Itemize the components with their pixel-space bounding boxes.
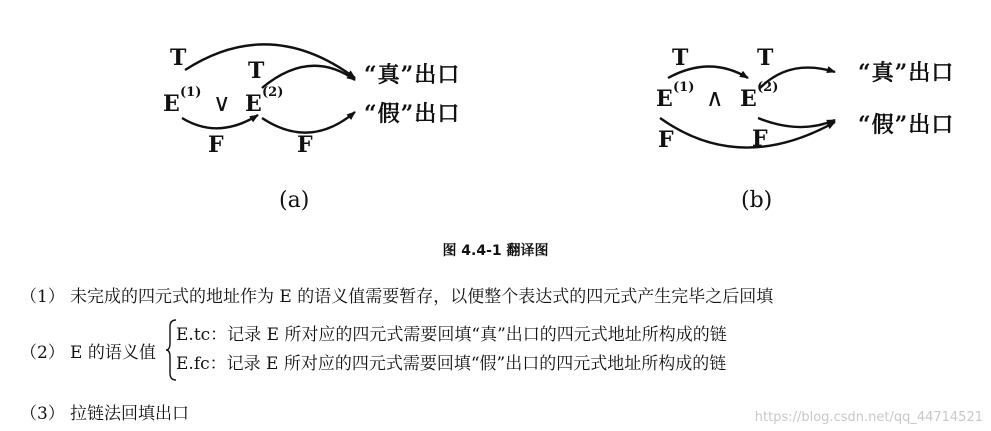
note-item-3-text: 拉链法回填出口	[70, 404, 189, 424]
diagram-b	[656, 45, 954, 213]
a-operand-1: E	[163, 91, 180, 117]
b-operand-2: E	[740, 86, 757, 112]
note-item-2-num: （2）	[20, 343, 65, 363]
figure-caption: 图 4.4-1 翻译图	[442, 243, 549, 259]
note-item-1-num: （1）	[20, 287, 65, 307]
a-operand-2-sup: (2)	[262, 85, 284, 100]
a-f-label-2: F	[297, 132, 313, 158]
note-item-2-heading	[20, 338, 156, 363]
a-f-label-1: F	[208, 132, 224, 158]
note-item-1-text: 未完成的四元式的地址作为 E 的语义值需要暂存，以便整个表达式的四元式产生完毕之后回填	[70, 287, 774, 307]
b-operator-and: ∧	[706, 84, 724, 112]
b-operand-1-sup: (1)	[673, 80, 695, 95]
a-t-label-1: T	[170, 45, 187, 71]
b-t-label-1: T	[672, 45, 689, 71]
a-operand-2: E	[245, 91, 262, 117]
b-t-label-2: T	[757, 45, 774, 71]
a-operator-or: ∨	[213, 89, 231, 117]
watermark: https://blog.csdn.net/qq_44714521	[754, 410, 983, 425]
b-f-label-2: F	[752, 126, 768, 152]
a-t-label-2: T	[248, 58, 265, 84]
b-true-exit: “真”出口	[858, 60, 955, 86]
arrow-b-f2	[758, 118, 835, 127]
note-item-2-line-tc: E.tc：记录 E 所对应的四元式需要回填“真”出口的四元式地址所构成的链	[176, 325, 727, 345]
arrow-b-f1	[660, 118, 835, 148]
note-item-2-line-fc: E.fc：记录 E 所对应的四元式需要回填“假”出口的四元式地址所构成的链	[176, 354, 727, 374]
a-false-exit: “假”出口	[364, 101, 461, 127]
note-item-3	[20, 399, 189, 424]
a-true-exit: “真”出口	[364, 62, 461, 88]
note-item-3-num: （3）	[20, 404, 65, 424]
note-item-2-label: E 的语义值	[70, 343, 156, 363]
b-sublabel: (b)	[741, 188, 773, 213]
b-operand-1: E	[656, 86, 673, 112]
b-f-label-1: F	[658, 127, 674, 153]
note-item-1	[20, 282, 773, 307]
a-sublabel: (a)	[279, 188, 310, 213]
arrow-a-t1	[185, 44, 355, 78]
diagram-a	[163, 44, 460, 213]
b-false-exit: “假”出口	[858, 112, 955, 138]
a-operand-1-sup: (1)	[180, 85, 202, 100]
b-operand-2-sup: (2)	[757, 80, 779, 95]
arrow-a-f2	[262, 112, 355, 133]
